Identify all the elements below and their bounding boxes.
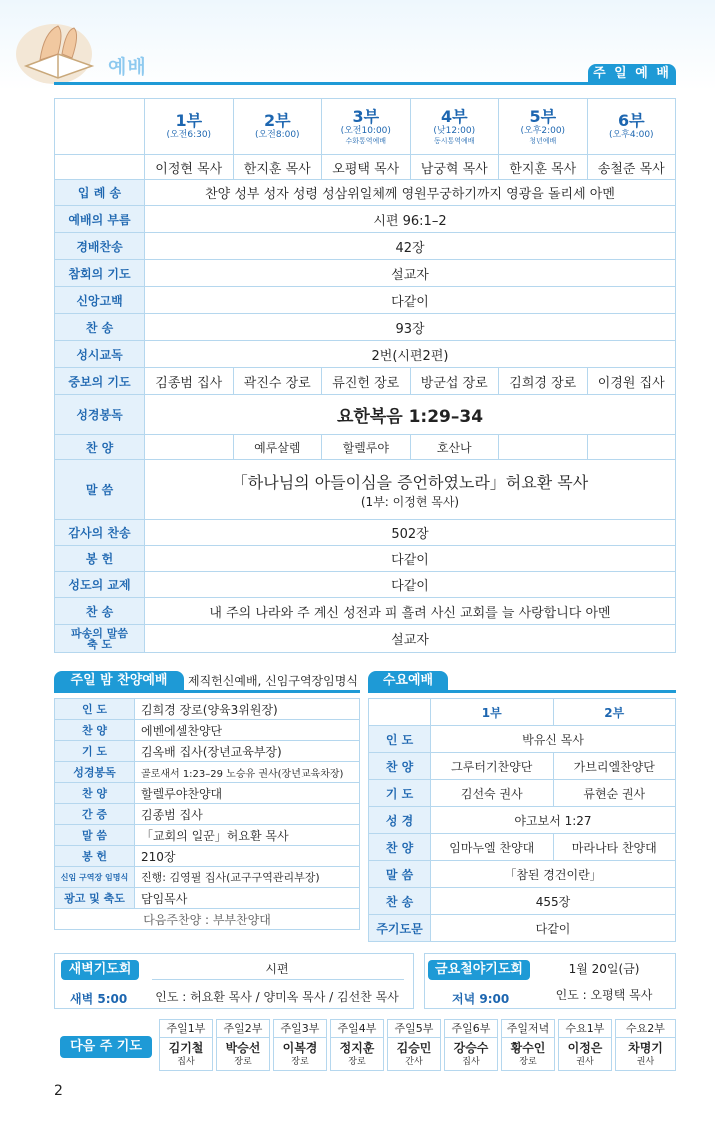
- order-row: [55, 395, 676, 435]
- prayer-title: 권사: [576, 1057, 594, 1067]
- choir-cell: 할렐루야: [322, 435, 411, 460]
- order-label: 참회의 기도: [55, 260, 145, 287]
- order-label: 경배찬송: [55, 233, 145, 260]
- dawn-prayer-leaders: 인도 : 허요환 목사 / 양미옥 목사 / 김선찬 목사: [155, 990, 399, 1004]
- leader-cell: 남궁혁 목사: [410, 155, 499, 180]
- next-week-choir: 다음주찬양 : 부부찬양대: [55, 909, 360, 930]
- wed-value: 김선숙 권사: [431, 780, 554, 807]
- prayer-title: 집사: [462, 1057, 480, 1067]
- wed-col: 1부: [431, 699, 554, 726]
- night-row: [55, 762, 360, 783]
- prayer-slot: 수요1부: [559, 1020, 611, 1038]
- prayer-name: 김기철: [168, 1041, 204, 1055]
- order-value: 2번(시편2편): [145, 341, 676, 368]
- choir-cell: 예루살렘: [233, 435, 322, 460]
- service-name: 6부: [617, 111, 645, 130]
- night-label: 봉 헌: [55, 846, 135, 867]
- service-time: (낮12:00): [433, 125, 476, 136]
- night-label: 간 증: [55, 804, 135, 825]
- intercessor-cell: 김희경 장로: [499, 368, 588, 395]
- intercessor-cell: 류진헌 장로: [322, 368, 411, 395]
- order-label: 찬 양: [55, 435, 145, 460]
- wed-value: 그루터기찬양단: [431, 753, 554, 780]
- prayer-assignment: [273, 1019, 327, 1071]
- night-value: 담임목사: [135, 888, 360, 909]
- intercession-row: [55, 368, 676, 395]
- order-value: 설교자: [145, 625, 676, 653]
- prayer-name: 박승선: [225, 1041, 261, 1055]
- service-1: [145, 99, 234, 155]
- sermon-note: (1부: 이정현 목사): [360, 494, 460, 509]
- wed-row: [369, 861, 676, 888]
- night-row: [55, 720, 360, 741]
- order-value: 내 주의 나라와 주 계신 성전과 피 흘려 사신 교회를 늘 사랑합니다 아멘: [145, 598, 676, 625]
- leader-cell: 한지훈 목사: [233, 155, 322, 180]
- prayer-name: 차명기: [628, 1041, 663, 1055]
- prayer-name: 정지훈: [339, 1041, 375, 1055]
- order-label: [55, 625, 145, 653]
- wed-label: 인 도: [369, 726, 431, 753]
- wed-col: 2부: [553, 699, 676, 726]
- night-value: 할렐루야찬양대: [135, 783, 360, 804]
- order-value: 93장: [145, 314, 676, 341]
- order-label: 봉 헌: [55, 546, 145, 572]
- blank-cell: [369, 699, 431, 726]
- sunday-service-table: [54, 98, 676, 653]
- service-name: 5부: [529, 106, 557, 126]
- prayer-slot: 주일4부: [331, 1020, 383, 1038]
- prayer-title: 장로: [234, 1057, 252, 1067]
- wed-row: [369, 888, 676, 915]
- wed-label: 찬 양: [369, 834, 431, 861]
- night-label: 찬 양: [55, 720, 135, 741]
- prayer-slot: 수요2부: [616, 1020, 675, 1038]
- prayer-title: 집사: [177, 1057, 195, 1067]
- intercessor-cell: 방군섭 장로: [410, 368, 499, 395]
- prayer-slot: 주일6부: [445, 1020, 497, 1038]
- wed-label: 말 씀: [369, 861, 431, 888]
- order-label: 찬 송: [55, 598, 145, 625]
- service-name: 4부: [440, 106, 468, 126]
- order-row: [55, 314, 676, 341]
- wed-row: [369, 753, 676, 780]
- night-row: [55, 909, 360, 930]
- night-value: 김종범 집사: [135, 804, 360, 825]
- night-worship-table: [54, 698, 360, 930]
- service-time: (오전8:00): [254, 130, 300, 140]
- order-row: [55, 341, 676, 368]
- service-time: (오후2:00): [520, 125, 566, 136]
- order-label: 성경봉독: [55, 395, 145, 435]
- prayer-name: 이복경: [282, 1041, 318, 1055]
- order-label: 중보의 기도: [55, 368, 145, 395]
- dawn-prayer-time: 새벽 5:00: [70, 992, 128, 1006]
- scripture-value: 요한복음 1:29–34: [145, 395, 676, 435]
- prayer-assignment: [615, 1019, 676, 1071]
- order-label-line: 파송의 말씀: [71, 626, 128, 640]
- sermon-title: 「하나님의 아들이심을 증언하였노라」허요환 목사: [231, 472, 589, 492]
- prayer-assignment: [501, 1019, 555, 1071]
- prayer-assignment: [387, 1019, 441, 1071]
- prayer-name: 황수인: [510, 1041, 546, 1055]
- prayer-slot: 주일5부: [388, 1020, 440, 1038]
- choir-row: [55, 435, 676, 460]
- order-value: 시편 96:1–2: [145, 206, 676, 233]
- wed-label: 기 도: [369, 780, 431, 807]
- order-row: [55, 572, 676, 598]
- night-value: 김희경 장로(양육3위원장): [135, 699, 360, 720]
- service-header-row: [55, 99, 676, 155]
- order-value: 다같이: [145, 287, 676, 314]
- service-3: [322, 99, 411, 155]
- order-row: [55, 625, 676, 653]
- wed-label: 찬 송: [369, 888, 431, 915]
- prayer-name: 이정은: [567, 1041, 603, 1055]
- intercessor-cell: 이경원 집사: [587, 368, 676, 395]
- service-time: (오후4:00): [608, 130, 654, 140]
- order-row: [55, 287, 676, 314]
- order-row: [55, 520, 676, 546]
- header-rule: [54, 82, 676, 85]
- prayer-title: 장로: [348, 1057, 366, 1067]
- leader-cell: 송철준 목사: [587, 155, 676, 180]
- praying-hands-bible-icon: [14, 14, 100, 86]
- night-row: [55, 783, 360, 804]
- prayer-assignment: [216, 1019, 270, 1071]
- night-row: [55, 888, 360, 909]
- night-row: [55, 825, 360, 846]
- order-row: [55, 180, 676, 206]
- wed-header-row: [369, 699, 676, 726]
- order-value: 42장: [145, 233, 676, 260]
- wed-label: 찬 양: [369, 753, 431, 780]
- order-label: 신앙고백: [55, 287, 145, 314]
- page-number: 2: [54, 1083, 63, 1099]
- prayer-assignment: [558, 1019, 612, 1071]
- night-label: 광고 및 축도: [55, 888, 135, 909]
- wed-value: 455장: [431, 888, 676, 915]
- service-time: (오전10:00): [340, 125, 391, 136]
- wed-row: [369, 780, 676, 807]
- order-label: 감사의 찬송: [55, 520, 145, 546]
- order-row: [55, 233, 676, 260]
- section-title: 예배: [108, 56, 147, 78]
- wed-row: [369, 807, 676, 834]
- wed-row: [369, 726, 676, 753]
- prayer-name: 강승수: [453, 1041, 489, 1055]
- wednesday-rule: [368, 690, 676, 693]
- friday-prayer-leader: 인도 : 오평택 목사: [555, 988, 653, 1002]
- order-label: 성도의 교제: [55, 572, 145, 598]
- friday-prayer-title: 금요철야기도회: [428, 960, 530, 980]
- order-label: 말 씀: [55, 460, 145, 520]
- night-label: 성경봉독: [55, 762, 135, 783]
- service-6: [587, 99, 676, 155]
- night-value: 골로새서 1:23–29 노승유 권사(장년교육차장): [135, 762, 360, 783]
- order-row: [55, 546, 676, 572]
- wed-value: 임마누엘 찬양대: [431, 834, 554, 861]
- order-value: 다같이: [145, 572, 676, 598]
- order-row: [55, 206, 676, 233]
- wed-value: 다같이: [431, 915, 676, 942]
- night-row: [55, 846, 360, 867]
- prayer-title: 장로: [291, 1057, 309, 1067]
- order-value: 찬양 성부 성자 성령 성삼위일체께 영원무궁하기까지 영광을 돌리세 아멘: [145, 180, 676, 206]
- leader-cell: 이정현 목사: [145, 155, 234, 180]
- wed-value: 마라나타 찬양대: [553, 834, 676, 861]
- night-row: [55, 867, 360, 888]
- sermon-cell: [145, 460, 676, 520]
- order-value: 다같이: [145, 546, 676, 572]
- night-label: 신임 구역장 임명식: [55, 867, 135, 888]
- sunday-service-tab: 주 일 예 배: [588, 64, 676, 83]
- night-label: 인 도: [55, 699, 135, 720]
- order-label: 찬 송: [55, 314, 145, 341]
- night-rule: [54, 690, 360, 693]
- prayer-title: 장로: [519, 1057, 537, 1067]
- order-label: 예배의 부름: [55, 206, 145, 233]
- service-time: (오전6:30): [166, 130, 212, 140]
- wed-value: 류현순 권사: [553, 780, 676, 807]
- dawn-prayer-text: 시편: [265, 962, 289, 976]
- wed-row: [369, 834, 676, 861]
- choir-cell: [587, 435, 676, 460]
- wed-value: 박유신 목사: [431, 726, 676, 753]
- wed-label: 성 경: [369, 807, 431, 834]
- sermon-row: [55, 460, 676, 520]
- dawn-prayer-title: 새벽기도회: [61, 960, 139, 980]
- prayer-title: 권사: [636, 1057, 655, 1067]
- service-5: [499, 99, 588, 155]
- prayer-slot: 주일1부: [160, 1020, 212, 1038]
- prayer-slot: 주일3부: [274, 1020, 326, 1038]
- night-value: 에벤에셀찬양단: [135, 720, 360, 741]
- wednesday-table: [368, 698, 676, 942]
- friday-prayer-time: 저녁 9:00: [452, 992, 510, 1006]
- order-value: 설교자: [145, 260, 676, 287]
- wed-row: [369, 915, 676, 942]
- intercessor-cell: 곽진수 장로: [233, 368, 322, 395]
- choir-cell: [145, 435, 234, 460]
- service-name: 2부: [263, 111, 291, 130]
- leader-row: [55, 155, 676, 180]
- order-label: 입 례 송: [55, 180, 145, 206]
- next-week-prayer-title: 다음 주 기도: [60, 1036, 152, 1058]
- night-label: 기 도: [55, 741, 135, 762]
- wed-value: 「참된 경건이란」: [431, 861, 676, 888]
- service-name: 3부: [352, 106, 380, 126]
- choir-cell: 호산나: [410, 435, 499, 460]
- service-2: [233, 99, 322, 155]
- night-value: 진행: 김영필 집사(교구구역관리부장): [135, 867, 360, 888]
- choir-cell: [499, 435, 588, 460]
- prayer-name: 김승민: [396, 1041, 432, 1055]
- wednesday-tab: 수요예배: [368, 671, 448, 690]
- prayer-slot: 주일저녁: [502, 1020, 554, 1038]
- order-value: 502장: [145, 520, 676, 546]
- order-row: [55, 260, 676, 287]
- prayer-title: 간사: [405, 1057, 423, 1067]
- wed-label: 주기도문: [369, 915, 431, 942]
- order-label: 성시교독: [55, 341, 145, 368]
- night-value: 210장: [135, 846, 360, 867]
- order-row: [55, 598, 676, 625]
- friday-prayer-date: 1월 20일(금): [568, 962, 640, 976]
- night-worship-tab: 주일 밤 찬양예배: [54, 671, 184, 690]
- blank-cell: [55, 99, 145, 155]
- wed-value: 야고보서 1:27: [431, 807, 676, 834]
- night-label: 말 씀: [55, 825, 135, 846]
- service-note: 수화통역예배: [345, 136, 387, 145]
- intercessor-cell: 김종범 집사: [145, 368, 234, 395]
- wed-value: 가브리엘찬양단: [553, 753, 676, 780]
- service-note: 동시통역예배: [433, 136, 475, 145]
- night-row: [55, 804, 360, 825]
- night-row: [55, 699, 360, 720]
- service-name: 1부: [175, 111, 203, 130]
- night-value: 「교회의 일꾼」허요환 목사: [135, 825, 360, 846]
- leader-cell: 한지훈 목사: [499, 155, 588, 180]
- prayer-slot: 주일2부: [217, 1020, 269, 1038]
- night-label: 찬 양: [55, 783, 135, 804]
- night-value: 김옥배 집사(장년교육부장): [135, 741, 360, 762]
- order-label-line: 축 도: [86, 637, 113, 651]
- prayer-assignment: [330, 1019, 384, 1071]
- blank-cell: [55, 155, 145, 180]
- night-worship-note: 제직헌신예배, 신임구역장임명식: [188, 674, 358, 688]
- leader-cell: 오평택 목사: [322, 155, 411, 180]
- dawn-divider: [152, 979, 404, 980]
- service-note: 청년예배: [529, 136, 557, 145]
- prayer-assignment: [444, 1019, 498, 1071]
- service-4: [410, 99, 499, 155]
- prayer-assignment: [159, 1019, 213, 1071]
- night-row: [55, 741, 360, 762]
